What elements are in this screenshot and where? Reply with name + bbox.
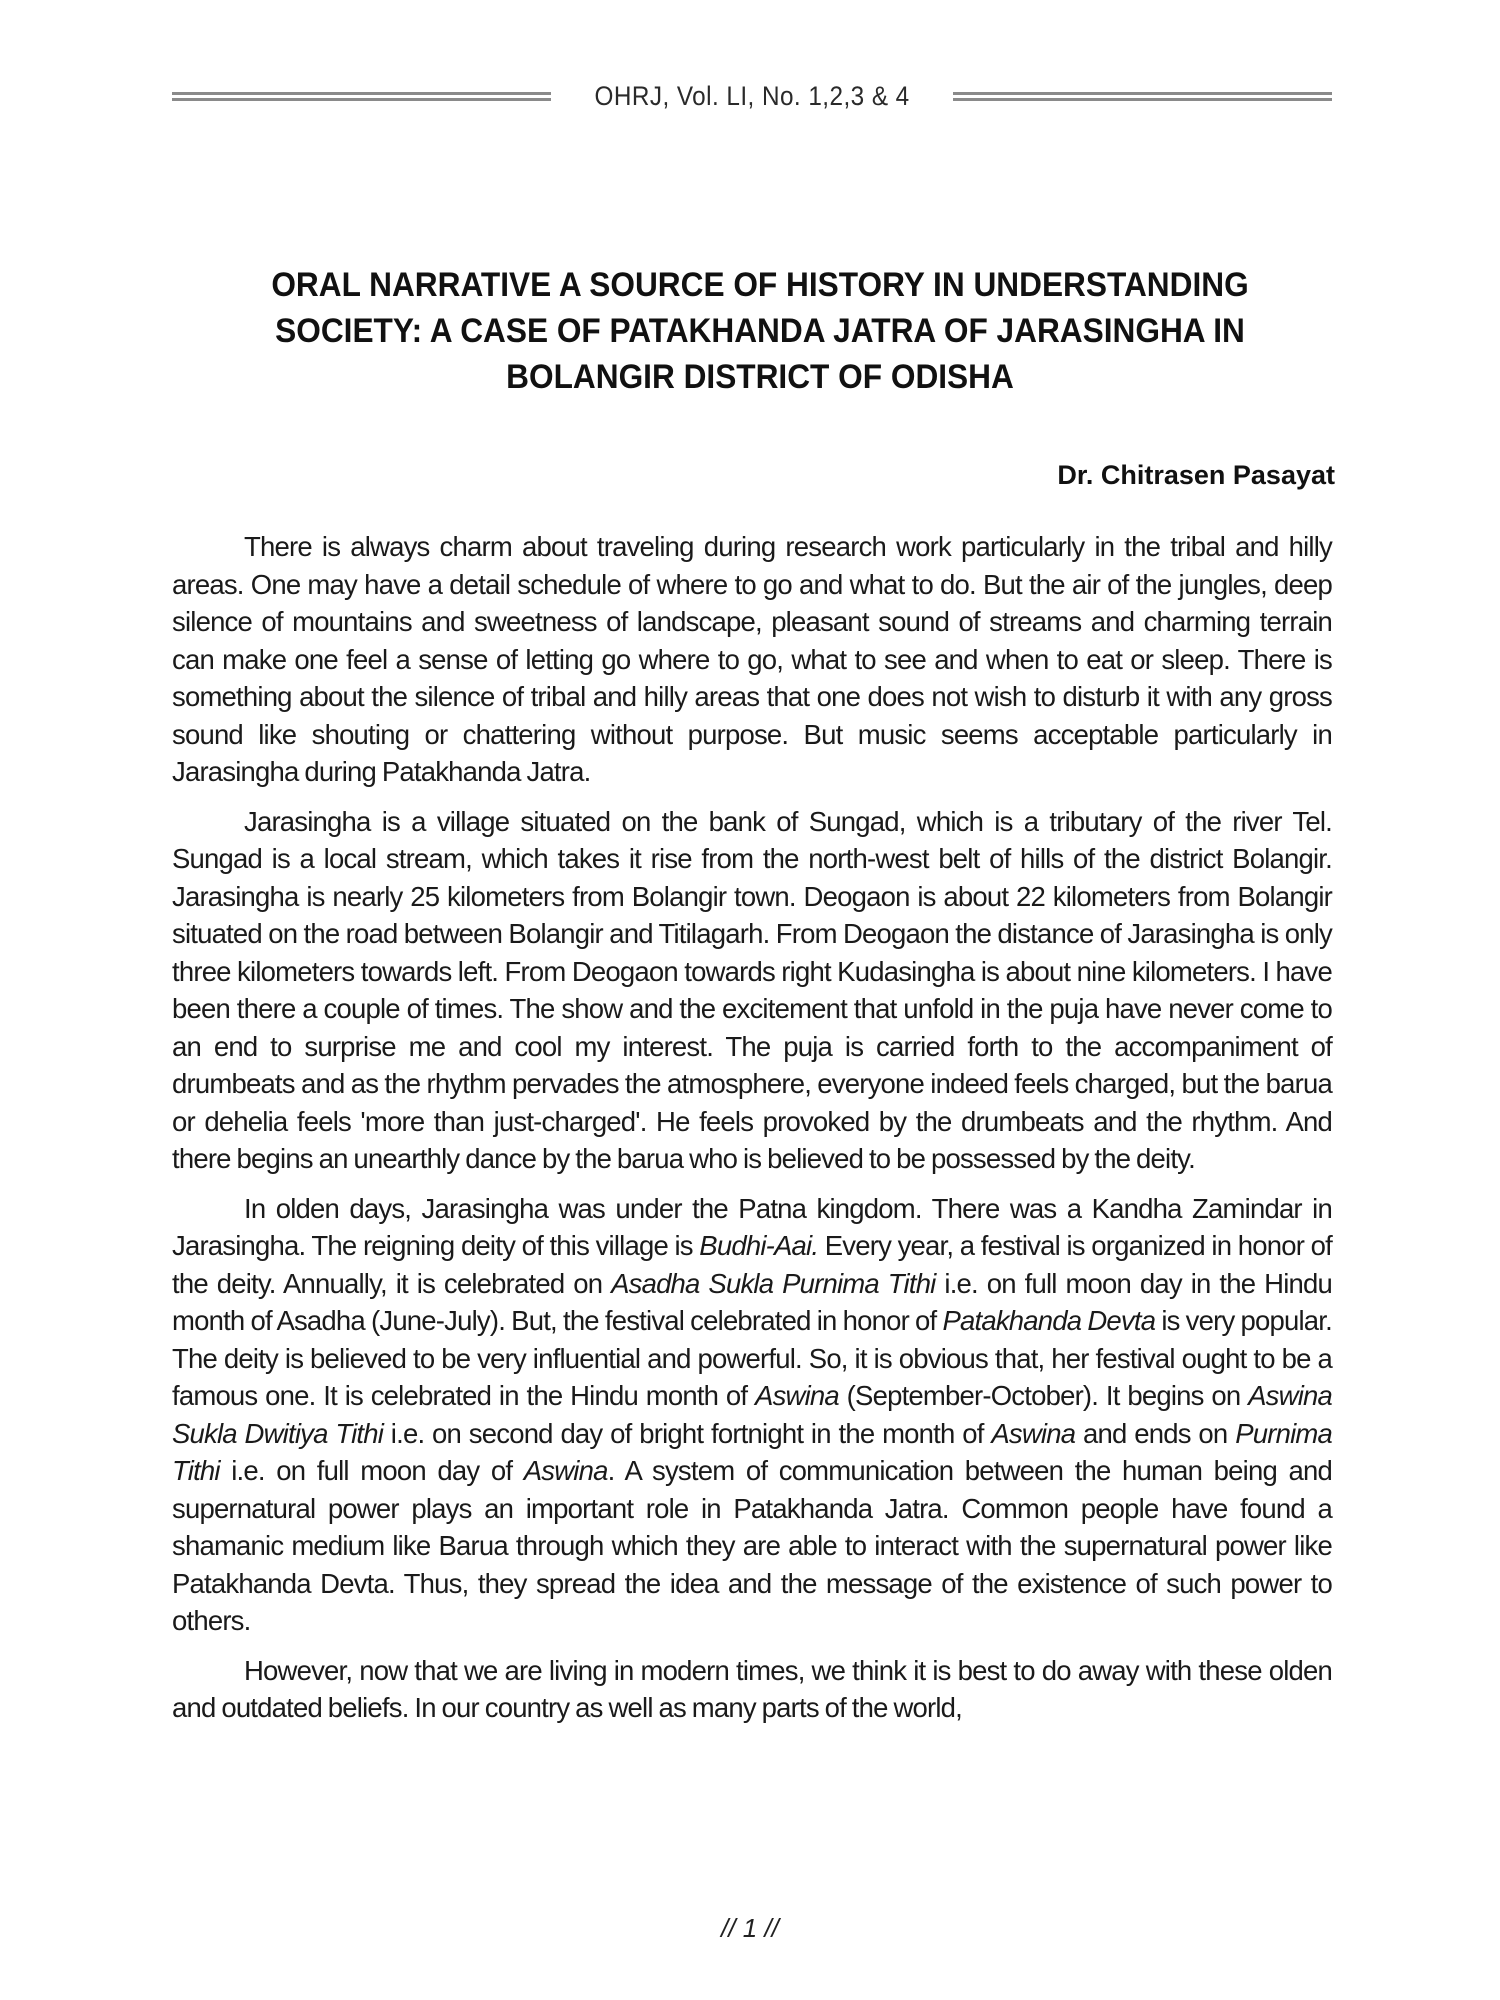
italic-term: Aswina [523,1455,608,1486]
paragraph [172,803,1332,1178]
text-run: There is always charm about traveling during research work particularly in the tribal and hilly areas. One may have a detail schedule of where to go and what to do. But the air of the jungles, deep silence of mountains and sweetness of landscape, pleasant sound of streams and charming terrain can make one feel a sense of letting go where to go, what to see and when to eat or sleep. There is something about the silence of tribal and hilly areas that one does not wish to disturb it with any gross sound like shouting or chattering without purpose. But music seems acceptable particularly in Jarasingha during Patakhanda Jatra. [172,531,1332,787]
paragraph [172,528,1332,791]
running-header [172,80,1332,112]
text-run: and ends on [1075,1417,1236,1449]
text-run: In olden days, Jarasingha was under the Patna kingdom. There was a Kandha Zamindar in Jarasingha. The reigning deity of this village is [172,1192,1332,1261]
title-line: ORAL NARRATIVE A SOURCE OF HISTORY IN UNDERSTANDING [271,266,1249,304]
italic-term: Aswina [991,1417,1076,1449]
page-number: // 1 // [721,1913,779,1943]
italic-term: Patakhanda Devta [942,1305,1156,1336]
text-run: i.e. on second day of bright fortnight in the month of [383,1417,992,1449]
italic-term: Purnima Tithi [172,1417,1332,1486]
italic-term: Aswina Sukla Dwitiya Tithi [172,1380,1332,1449]
paragraph [172,1190,1332,1640]
text-run: Every year, a festival is organized in honor of the deity. Annually, it is celebrated on [172,1230,1332,1299]
italic-term: Budhi-Aai. [699,1230,819,1261]
italic-term: Aswina [755,1380,839,1411]
article-title [221,262,1300,400]
italic-term: Asadha Sukla Purnima Tithi [611,1267,936,1299]
title-line: BOLANGIR DISTRICT OF ODISHA [506,358,1014,396]
text-run: i.e. on full moon day in the Hindu month of Asadha (June-July). But, the festival celebrated in honor of [172,1267,1332,1336]
title-line: SOCIETY: A CASE OF PATAKHANDA JATRA OF JARASINGHA IN [275,312,1245,350]
text-run: . A system of communication between the human being and supernatural power plays an important role in Patakhanda Jatra. Common people have found a shamanic medium like Barua through which they are able to interact with the supernatural power like Patakhanda Devta. Thus, they spread the idea and the message of the existence of such power to others. [172,1455,1332,1636]
text-run: However, now that we are living in modern times, we think it is best to do away with these olden and outdated beliefs. In our country as well as many parts of the world, [172,1654,1332,1723]
author-name: Dr. Chitrasen Pasayat [1057,460,1335,490]
text-run: (September-October). It begins on [838,1380,1249,1411]
header-rule-left [172,92,551,101]
text-run: i.e. on full moon day of [219,1455,524,1486]
article-body [172,528,1332,1739]
journal-citation: OHRJ, Vol. LI, No. 1,2,3 & 4 [594,80,910,111]
paragraph [172,1652,1332,1727]
header-rule-right [953,92,1332,101]
text-run: Jarasingha is a village situated on the bank of Sungad, which is a tributary of the river Tel. Sungad is a local stream, which takes it rise from the north-west belt of hills of the district Bolangir. Jarasingha is nearly 25 kilometers from Bolangir town. Deogaon is about 22 kilometers from Bolangir situated on the road between Bolangir and Titilagarh. From Deogaon the distance of Jarasingha is only three kilometers towards left. From Deogaon towards right Kudasingha is about nine kilometers. I have been there a couple of times. The show and the excitement that unfold in the puja have never come to an end to surprise me and cool my interest. The puja is carried forth to the accompaniment of drumbeats and as the rhythm pervades the atmosphere, everyone indeed feels charged, but the barua or dehelia feels 'more than just-charged'. He feels provoked by the drumbeats and the rhythm. And there begins an unearthly dance by the barua who is believed to be possessed by the deity. [172,805,1332,1174]
text-run: is very popular. The deity is believed to be very influential and powerful. So, it is obvious that, her festival ought to be a famous one. It is celebrated in the Hindu month of [172,1305,1332,1411]
